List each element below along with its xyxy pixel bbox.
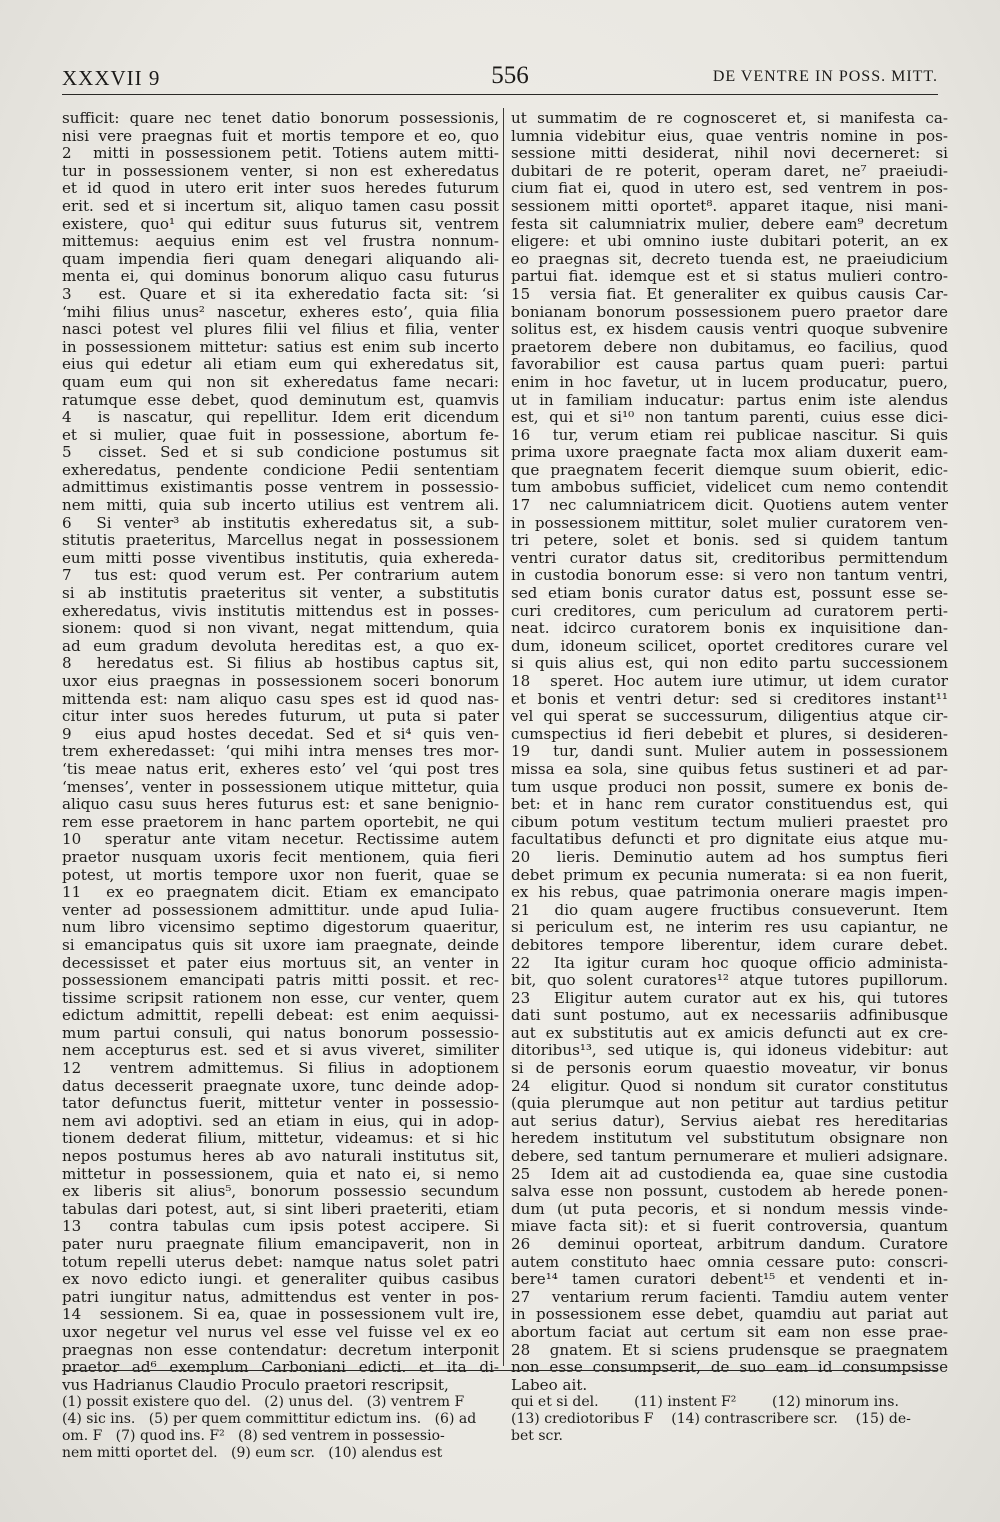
text-line: 18 speret. Hoc autem iure utimur, ut idem curator xyxy=(511,673,948,690)
text-line: ex liberis sit alius⁵, bonorum possessio secundum xyxy=(62,1183,499,1201)
text-line: sed etiam bonis curator datus est, possunt esse se- xyxy=(511,585,948,603)
text-line: edictum admittit, repelli debeat: est enim aequissi- xyxy=(62,1007,499,1025)
text-line: dum (ut puta pecoris, et si nondum messis vinde- xyxy=(511,1200,948,1218)
right-text-column xyxy=(511,110,948,1394)
text-line: 16 tur, verum etiam rei publicae nascitur. Si quis xyxy=(511,426,948,444)
text-line: decessisset et pater eius mortuus sit, an venter in xyxy=(62,954,499,972)
text-line: admittimus existimantis posse ventrem in possessio- xyxy=(62,479,499,497)
running-head-left: XXXVII 9 xyxy=(62,66,161,90)
text-line: partui fiat. idemque est et si status mulieri contro- xyxy=(511,268,948,286)
footnote-line: bet scr. xyxy=(511,1428,563,1444)
text-line: possessionem emancipati patris mitti possit. et rec- xyxy=(62,972,499,990)
text-line: si emancipatus quis sit uxore iam praegnate, deinde xyxy=(62,936,499,954)
text-line: pater nuru praegnate filium emancipaverit, non in xyxy=(62,1236,499,1253)
text-line: datus decesserit praegnate uxore, tunc deinde adop- xyxy=(62,1077,499,1095)
text-line: 4 is nascatur, qui repellitur. Idem erit dicendum xyxy=(62,409,499,427)
text-line: est, qui et si¹⁰ non tantum parenti, cuius esse dici- xyxy=(511,409,948,427)
text-line: exheredatus, pendente condicione Pedii sententiam xyxy=(62,461,499,479)
text-line: cumspectius id fieri debebit et plures, si desideren- xyxy=(511,725,948,743)
text-line: sufficit: quare nec tenet datio bonorum possessionis, xyxy=(62,110,499,127)
text-line: et bonis et ventri detur: sed si creditores instant¹¹ xyxy=(511,690,948,708)
text-line: praetor ad⁶ exemplum Carboniani edicti. et ita di- xyxy=(62,1359,499,1377)
text-line: 27 ventarium rerum facienti. Tamdiu autem venter xyxy=(511,1288,948,1306)
text-line: trem exheredasset: ‘qui mihi intra menses tres mor- xyxy=(62,743,499,761)
text-line: 9 eius apud hostes decedat. Sed et si⁴ quis ven- xyxy=(62,725,499,743)
running-head-right: DE VENTRE IN POSS. MITT. xyxy=(712,68,938,85)
text-line: debere, sed tantum pernumerare et mulieri adsignare. xyxy=(511,1148,948,1166)
text-line: 5 cisset. Sed et si sub condicione postumus sit xyxy=(62,444,499,462)
text-line: ad eum gradum devoluta hereditas est, a quo ex- xyxy=(62,637,499,655)
text-line: salva esse non possunt, custodem ab herede ponen- xyxy=(511,1183,948,1201)
text-line: (quia plerumque aut non petitur aut tardius petitur xyxy=(511,1095,948,1113)
text-line: missa ea sola, sine quibus fetus sustineri et ad par- xyxy=(511,760,948,778)
text-line: aut serius datur), Servius aiebat res hereditarias xyxy=(511,1112,948,1130)
text-line: aliquo casu suus heres futurus est: et sane benignio- xyxy=(62,796,499,814)
text-line: lumnia videbitur eius, quae ventris nomine in pos- xyxy=(511,127,948,145)
footnote-line: om. F (7) quod ins. F² (8) sed ventrem in possessio- xyxy=(62,1428,445,1444)
column-divider xyxy=(503,108,504,1366)
text-line: existere, quo¹ qui editur suus futurus sit, ventrem xyxy=(62,215,499,233)
text-line: tum usque produci non possit, sumere ex bonis de- xyxy=(511,778,948,796)
text-line: venter ad possessionem admittitur. unde apud Iulia- xyxy=(62,901,499,919)
text-line: facultatibus defuncti et pro dignitate eius atque mu- xyxy=(511,831,948,849)
text-line: ventri curator datus sit, creditoribus permittendum xyxy=(511,549,948,567)
text-line: praetorem debere non dubitamus, eo facilius, quod xyxy=(511,338,948,356)
text-line: 10 speratur ante vitam necetur. Rectissime autem xyxy=(62,831,499,849)
text-line: num libro vicensimo septimo digestorum quaeritur, xyxy=(62,919,499,937)
text-line: cibum potum vestitum tectum mulieri praestet pro xyxy=(511,813,948,831)
text-line: debet primum ex pecunia numerata: si ea non fuerit, xyxy=(511,866,948,884)
text-line: bere¹⁴ tamen curatori debent¹⁵ et vendenti et in- xyxy=(511,1271,948,1289)
text-line: ut summatim de re cognosceret et, si manifesta ca- xyxy=(511,110,948,127)
text-line: patri iungitur natus, admittendus est venter in pos- xyxy=(62,1288,499,1306)
text-line: 26 deminui oporteat, arbitrum dandum. Curatore xyxy=(511,1236,948,1253)
text-line: ex novo edicto iungi. et generaliter quibus casibus xyxy=(62,1271,499,1289)
text-line: erit. sed et si incertum sit, aliquo tamen casu possit xyxy=(62,197,499,215)
text-line: prima uxore praegnate facta mox aliam duxerit eam- xyxy=(511,444,948,462)
text-line: 23 Eligitur autem curator aut ex his, qui tutores xyxy=(511,989,948,1007)
text-line: 25 Idem ait ad custodienda ea, quae sine custodia xyxy=(511,1165,948,1183)
text-line: tabulas dari potest, aut, si sint liberi praeteriti, etiam xyxy=(62,1200,499,1218)
text-line: mittetur in possessionem, quia et nato ei, si nemo xyxy=(62,1165,499,1183)
footnote-line: (4) sic ins. (5) per quem committitur edictum ins. (6) ad xyxy=(62,1411,477,1427)
text-line: tum ambobus sufficiet, videlicet cum nemo contendit xyxy=(511,479,948,497)
text-line: aut ex substitutis aut ex amicis defuncti aut ex cre- xyxy=(511,1024,948,1042)
text-line: exheredatus, vivis institutis mittendus est in posses- xyxy=(62,602,499,620)
text-line: neat. idcirco curatorem bonis ex inquisitione dan- xyxy=(511,620,948,638)
text-line: festa sit calumniatrix mulier, debere eam⁹ decretum xyxy=(511,215,948,233)
text-line: 14 sessionem. Si ea, quae in possessionem vult ire, xyxy=(62,1306,499,1324)
text-line: tator defunctus fuerit, mittetur venter in possessio- xyxy=(62,1095,499,1113)
text-line: quam eum qui non sit exheredatus fame necari: xyxy=(62,373,499,391)
text-line: quam impendia fieri quam denegari aliquando ali- xyxy=(62,250,499,268)
text-line: bet: et in hanc rem curator constituendus est, qui xyxy=(511,796,948,814)
text-line: cium fiat ei, quod in utero est, sed ventrem in pos- xyxy=(511,180,948,198)
text-line: ‘mihi filius unus² nascetur, exheres esto’, quia filia xyxy=(62,303,499,321)
text-line: 2 mitti in possessionem petit. Totiens autem mitti- xyxy=(62,145,499,163)
header-rule xyxy=(62,94,938,95)
text-line: praetor nusquam uxoris fecit mentionem, quia fieri xyxy=(62,848,499,866)
text-line: uxor eius praegnas in possessionem soceri bonorum xyxy=(62,673,499,690)
text-line: heredem institutum vel substitutum obsignare non xyxy=(511,1130,948,1148)
text-line: nisi vere praegnas fuit et mortis tempore et eo, quo xyxy=(62,127,499,145)
text-line: 6 Si venter³ ab institutis exheredatus sit, a sub- xyxy=(62,514,499,532)
text-line: in possessionem mittitur, solet mulier curatorem ven- xyxy=(511,514,948,532)
text-line: stitutis praeteritus, Marcellus negat in possessionem xyxy=(62,532,499,550)
text-line: 24 eligitur. Quod si nondum sit curator constitutus xyxy=(511,1077,948,1095)
text-line: eius qui edetur ali etiam eum qui exheredatus sit, xyxy=(62,356,499,374)
text-line: curi creditores, cum periculum ad curatorem perti- xyxy=(511,602,948,620)
text-line: ex his rebus, quae patrimonia onerare magis impen- xyxy=(511,884,948,902)
text-line: 28 gnatem. Et si sciens prudensque se praegnatem xyxy=(511,1341,948,1359)
text-line: praegnas non esse contendatur: decretum interponit xyxy=(62,1341,499,1359)
text-line: bit, quo solent curatores¹² atque tutores pupillorum. xyxy=(511,972,948,990)
text-line: nem mitti, quia sub incerto utilius est ventrem ali. xyxy=(62,497,499,515)
text-line: si periculum est, ne interim res usu capiantur, ne xyxy=(511,919,948,937)
text-line: uxor negetur vel nurus vel esse vel fuisse vel ex eo xyxy=(62,1323,499,1341)
text-line: vel qui sperat se successurum, diligentius atque cir- xyxy=(511,708,948,726)
text-line: nepos postumus heres ab avo naturali institutus sit, xyxy=(62,1148,499,1166)
text-line: 3 est. Quare et si ita exheredatio facta sit: ‘si xyxy=(62,285,499,303)
text-line: abortum faciat aut certum sit eam non esse prae- xyxy=(511,1323,948,1341)
text-line: tionem dederat filium, mittetur, videamus: et si hic xyxy=(62,1130,499,1148)
text-line: si ab institutis praeteritus sit venter, a substitutis xyxy=(62,585,499,603)
text-line: eum mitti posse viventibus institutis, quia exhereda- xyxy=(62,549,499,567)
text-line: non esse consumpserit, de suo eam id consumpsisse xyxy=(511,1359,948,1377)
text-line: sessionem mitti oportet⁸. apparet itaque, nisi mani- xyxy=(511,197,948,215)
text-line: et id quod in utero erit inter suos heredes futurum xyxy=(62,180,499,198)
text-line: que praegnatem fecerit diemque suum obierit, edic- xyxy=(511,461,948,479)
text-line: et si mulier, quae fuit in possessione, abortum fe- xyxy=(62,426,499,444)
text-line: ratumque esse debet, quod deminutum est, quamvis xyxy=(62,391,499,409)
text-line: in custodia bonorum esse: si vero non tantum ventri, xyxy=(511,567,948,585)
footnotes-right xyxy=(511,1394,948,1445)
text-line: dati sunt postumo, aut ex necessariis adfinibusque xyxy=(511,1007,948,1025)
text-line: 17 nec calumniatricem dicit. Quotiens autem venter xyxy=(511,497,948,515)
text-line: tri petere, solet et bonis. sed si quidem tantum xyxy=(511,532,948,550)
text-line: tur in possessionem venter, si non est exheredatus xyxy=(62,162,499,180)
text-line: 13 contra tabulas cum ipsis potest accipere. Si xyxy=(62,1218,499,1236)
text-line: solitus est, ex hisdem causis ventri quoque subvenire xyxy=(511,321,948,339)
text-line: nem accepturus est. sed et si avus viveret, similiter xyxy=(62,1042,499,1060)
text-line: 22 Ita igitur curam hoc quoque officio administa- xyxy=(511,954,948,972)
footnote-line: (1) possit existere quo del. (2) unus del. (3) ventrem F xyxy=(62,1394,465,1410)
text-line: 12 ventrem admittemus. Si filius in adoptionem xyxy=(62,1060,499,1078)
text-line: favorabilior est causa partus quam pueri: partui xyxy=(511,356,948,374)
text-line: nasci potest vel plures filii vel filius et filia, venter xyxy=(62,321,499,339)
text-line: potest, ut mortis tempore uxor non fuerit, quae se xyxy=(62,866,499,884)
text-line: mittemus: aequius enim est vel frustra nonnum- xyxy=(62,233,499,251)
text-line: miave facta sit): et si fuerit controversia, quantum xyxy=(511,1218,948,1236)
text-line: eligere: et ubi omnino iuste dubitari poterit, an ex xyxy=(511,233,948,251)
text-line: sionem: quod si non vivant, negat mittendum, quia xyxy=(62,620,499,638)
text-line: sessione mitti desiderat, nihil novi decerneret: si xyxy=(511,145,948,163)
text-line: eo praegnas sit, decreto tuenda est, ne praeiudicium xyxy=(511,250,948,268)
text-line: debitores tempore liberentur, idem curare debet. xyxy=(511,936,948,954)
text-line: totum repelli uterus debet: namque natus solet patri xyxy=(62,1253,499,1271)
text-line: 15 versia fiat. Et generaliter ex quibus causis Car- xyxy=(511,285,948,303)
text-line: nem avi adoptivi. sed an etiam in eius, qui in adop- xyxy=(62,1112,499,1130)
text-line: enim in hoc favetur, ut in lucem producatur, puero, xyxy=(511,373,948,391)
text-line: tissime scripsit rationem non esse, cur venter, quem xyxy=(62,989,499,1007)
text-line: si quis alius est, qui non edito partu successionem xyxy=(511,655,948,673)
text-line: vus Hadrianus Claudio Proculo praetori rescripsit, xyxy=(62,1376,449,1394)
text-line: in possessionem mittetur: satius est enim sub incerto xyxy=(62,338,499,356)
footnotes-left xyxy=(62,1394,499,1462)
text-line: mittenda est: nam aliquo casu spes est id quod nas- xyxy=(62,690,499,708)
text-line: 21 dio quam augere fructibus consueverunt. Item xyxy=(511,901,948,919)
text-line: bonianam bonorum possessionem puero praetor dare xyxy=(511,303,948,321)
text-line: autem constituto haec omnia cessare puto: conscri- xyxy=(511,1253,948,1271)
page-number: 556 xyxy=(491,62,529,89)
text-line: 20 lieris. Deminutio autem ad hos sumptus fieri xyxy=(511,848,948,866)
text-line: ditoribus¹³, sed utique is, qui idoneus videbitur: aut xyxy=(511,1042,948,1060)
left-text-column xyxy=(62,110,499,1394)
footnote-line: qui et si del. (11) instent F² (12) minorum ins. xyxy=(511,1394,899,1410)
text-line: dubitari de re poterit, operam daret, ne⁷ praeiudi- xyxy=(511,162,948,180)
text-line: 11 ex eo praegnatem dicit. Etiam ex emancipato xyxy=(62,884,499,902)
text-line: in possessionem esse debet, quamdiu aut pariat aut xyxy=(511,1306,948,1324)
text-line: 7 tus est: quod verum est. Per contrarium autem xyxy=(62,567,499,585)
text-line: dum, idoneum scilicet, oportet creditores curare vel xyxy=(511,637,948,655)
text-line: mum partui consuli, qui natus bonorum possessio- xyxy=(62,1024,499,1042)
text-line: Labeo ait. xyxy=(511,1376,588,1394)
text-line: ‘menses’, venter in possessionem utique mittetur, quia xyxy=(62,778,499,796)
footnote-line: nem mitti oportet del. (9) eum scr. (10) alendus est xyxy=(62,1445,443,1461)
text-line: rem esse praetorem in hanc partem oportebit, ne qui xyxy=(62,813,499,831)
text-line: menta ei, qui dominus bonorum aliquo casu futurus xyxy=(62,268,499,286)
text-line: 19 tur, dandi sunt. Mulier autem in possessionem xyxy=(511,743,948,761)
footnote-rule xyxy=(62,1370,938,1371)
footnote-line: (13) crediotoribus F (14) contrascribere scr. (15) de- xyxy=(511,1411,911,1427)
text-line: citur inter suos heredes futurum, ut puta si pater xyxy=(62,708,499,726)
text-line: si de personis eorum quaestio moveatur, vir bonus xyxy=(511,1060,948,1078)
text-line: ‘tis meae natus erit, exheres esto’ vel ‘qui post tres xyxy=(62,760,499,778)
text-line: 8 heredatus est. Si filius ab hostibus captus sit, xyxy=(62,655,499,673)
text-line: ut in familiam inducatur: partus enim iste alendus xyxy=(511,391,948,409)
